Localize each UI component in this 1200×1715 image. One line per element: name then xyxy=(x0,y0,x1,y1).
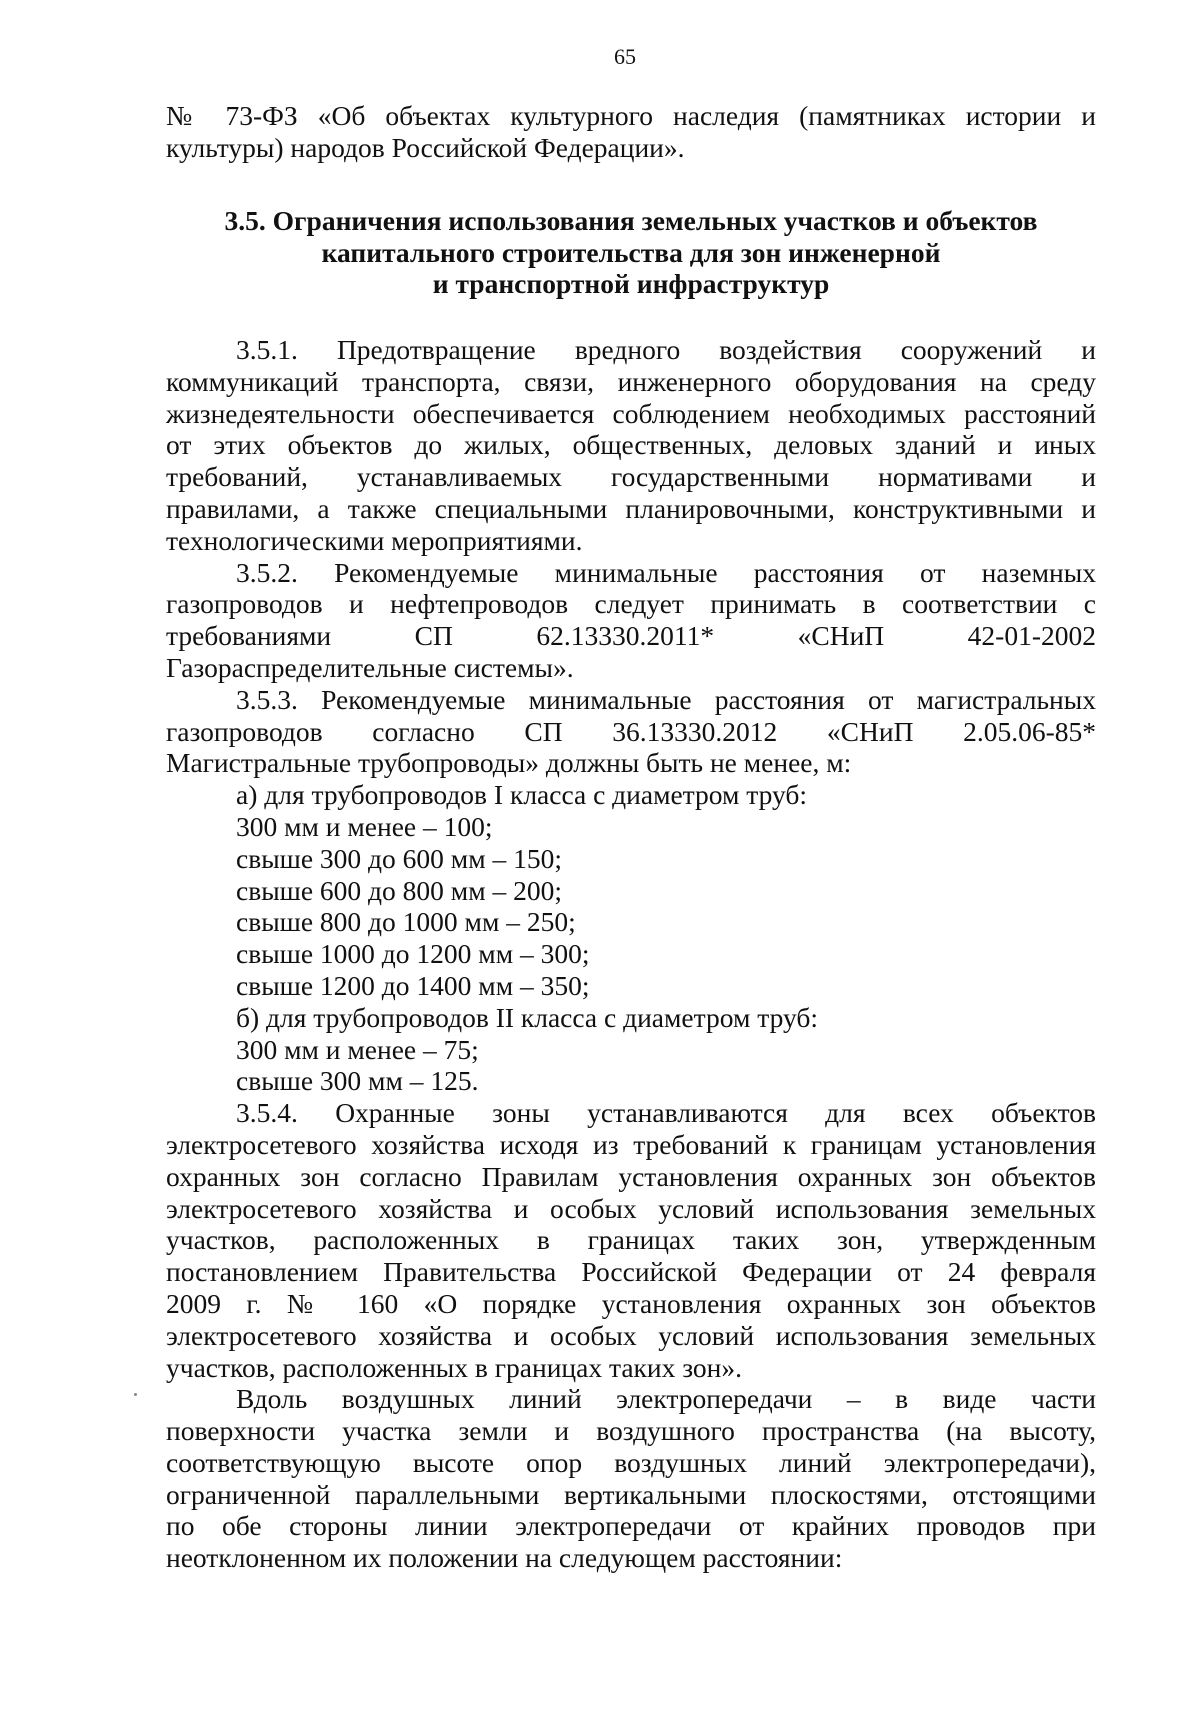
paragraph-3-5-3 xyxy=(166,684,1096,779)
list-item: а) для трубопроводов I класса с диаметром труб: xyxy=(236,779,808,811)
text-line: Газораспределительные системы». xyxy=(166,651,574,683)
list-item: свыше 800 до 1000 мм – 250; xyxy=(236,906,576,938)
list-item: свыше 300 мм – 125. xyxy=(236,1065,479,1097)
text-line: культуры) народов Российской Федерации». xyxy=(166,131,685,163)
text-line: 3.5.1. Предотвращение вредного воздействия сооружений и xyxy=(236,334,1096,365)
list-item: 300 мм и менее – 100; xyxy=(236,810,493,842)
text-line: электросетевого хозяйства и особых условий использования земельных xyxy=(166,1192,1096,1224)
text-line: соответствующую высоте опор воздушных линий электропередачи), xyxy=(166,1446,1096,1478)
intro-paragraph xyxy=(166,100,1096,164)
list-item: б) для трубопроводов II класса с диаметром труб: xyxy=(236,1001,818,1033)
text-line: коммуникаций транспорта, связи, инженерного оборудования на среду xyxy=(166,365,1096,397)
heading-line: капитального строительства для зон инженерной xyxy=(321,236,941,268)
text-line: неотклоненном их положении на следующем расстоянии: xyxy=(166,1542,843,1574)
scan-speck xyxy=(134,1393,137,1396)
list-item: свыше 600 до 800 мм – 200; xyxy=(236,874,562,906)
text-line: электросетевого хозяйства и особых условий использования земельных xyxy=(166,1319,1096,1351)
text-line: жизнедеятельности обеспечивается соблюдением необходимых расстояний xyxy=(166,397,1096,429)
paragraph-3-5-2 xyxy=(166,557,1096,684)
text-line: охранных зон согласно Правилам установления охранных зон объектов xyxy=(166,1160,1096,1192)
text-line: правилами, а также специальными планировочными, конструктивными и xyxy=(166,492,1096,524)
text-line: участков, расположенных в границах таких зон». xyxy=(166,1351,743,1383)
body-content xyxy=(166,334,1096,1574)
text-line: по обе стороны линии электропередачи от крайних проводов при xyxy=(166,1510,1096,1542)
paragraph-vdol xyxy=(166,1383,1096,1574)
text-line: № 73-ФЗ «Об объектах культурного наследия (памятниках истории и xyxy=(166,100,1096,131)
list-item: свыше 1200 до 1400 мм – 350; xyxy=(236,969,590,1001)
text-line: Магистральные трубопроводы» должны быть не менее, м: xyxy=(166,747,852,779)
text-line: ограниченной параллельными вертикальными плоскостями, отстоящими xyxy=(166,1478,1096,1510)
list-item: свыше 300 до 600 мм – 150; xyxy=(236,842,562,874)
heading-line: и транспортной инфраструктур xyxy=(432,268,830,299)
text-line: технологическими мероприятиями. xyxy=(166,524,583,556)
text-line: 2009 г. № 160 «О порядке установления охранных зон объектов xyxy=(166,1287,1096,1319)
text-line: 3.5.4. Охранные зоны устанавливаются для всех объектов xyxy=(236,1097,1096,1129)
text-line: газопроводов и нефтепроводов следует принимать в соответствии с xyxy=(166,588,1096,620)
distance-list xyxy=(166,779,1096,1097)
text-line: Вдоль воздушных линий электропередачи – в виде части xyxy=(236,1383,1096,1415)
text-line: участков, расположенных в границах таких зон, утвержденным xyxy=(166,1224,1096,1256)
page-number: 65 xyxy=(614,44,636,69)
text-line: от этих объектов до жилых, общественных, деловых зданий и иных xyxy=(166,429,1096,461)
text-line: 3.5.3. Рекомендуемые минимальные расстояния от магистральных xyxy=(236,683,1096,715)
paragraph-3-5-4 xyxy=(166,1097,1096,1383)
text-line: газопроводов согласно СП 36.13330.2012 «СНиП 2.05.06-85* xyxy=(166,715,1096,747)
text-line: требований, устанавливаемых государственными нормативами и xyxy=(166,461,1096,493)
list-item: свыше 1000 до 1200 мм – 300; xyxy=(236,938,590,970)
paragraph-3-5-1 xyxy=(166,334,1096,557)
text-line: электросетевого хозяйства исходя из требований к границам установления xyxy=(166,1128,1096,1160)
text-line: требованиями СП 62.13330.2011* «СНиП 42-01-2002 xyxy=(166,620,1096,652)
text-line: поверхности участка земли и воздушного пространства (на высоту, xyxy=(166,1415,1096,1447)
heading-line: 3.5. Ограничения использования земельных участков и объектов xyxy=(224,205,1038,236)
list-item: 300 мм и менее – 75; xyxy=(236,1033,479,1065)
text-line: постановлением Правительства Российской Федерации от 24 февраля xyxy=(166,1256,1096,1288)
text-line: 3.5.2. Рекомендуемые минимальные расстояния от наземных xyxy=(236,556,1096,588)
section-heading xyxy=(166,205,1096,300)
